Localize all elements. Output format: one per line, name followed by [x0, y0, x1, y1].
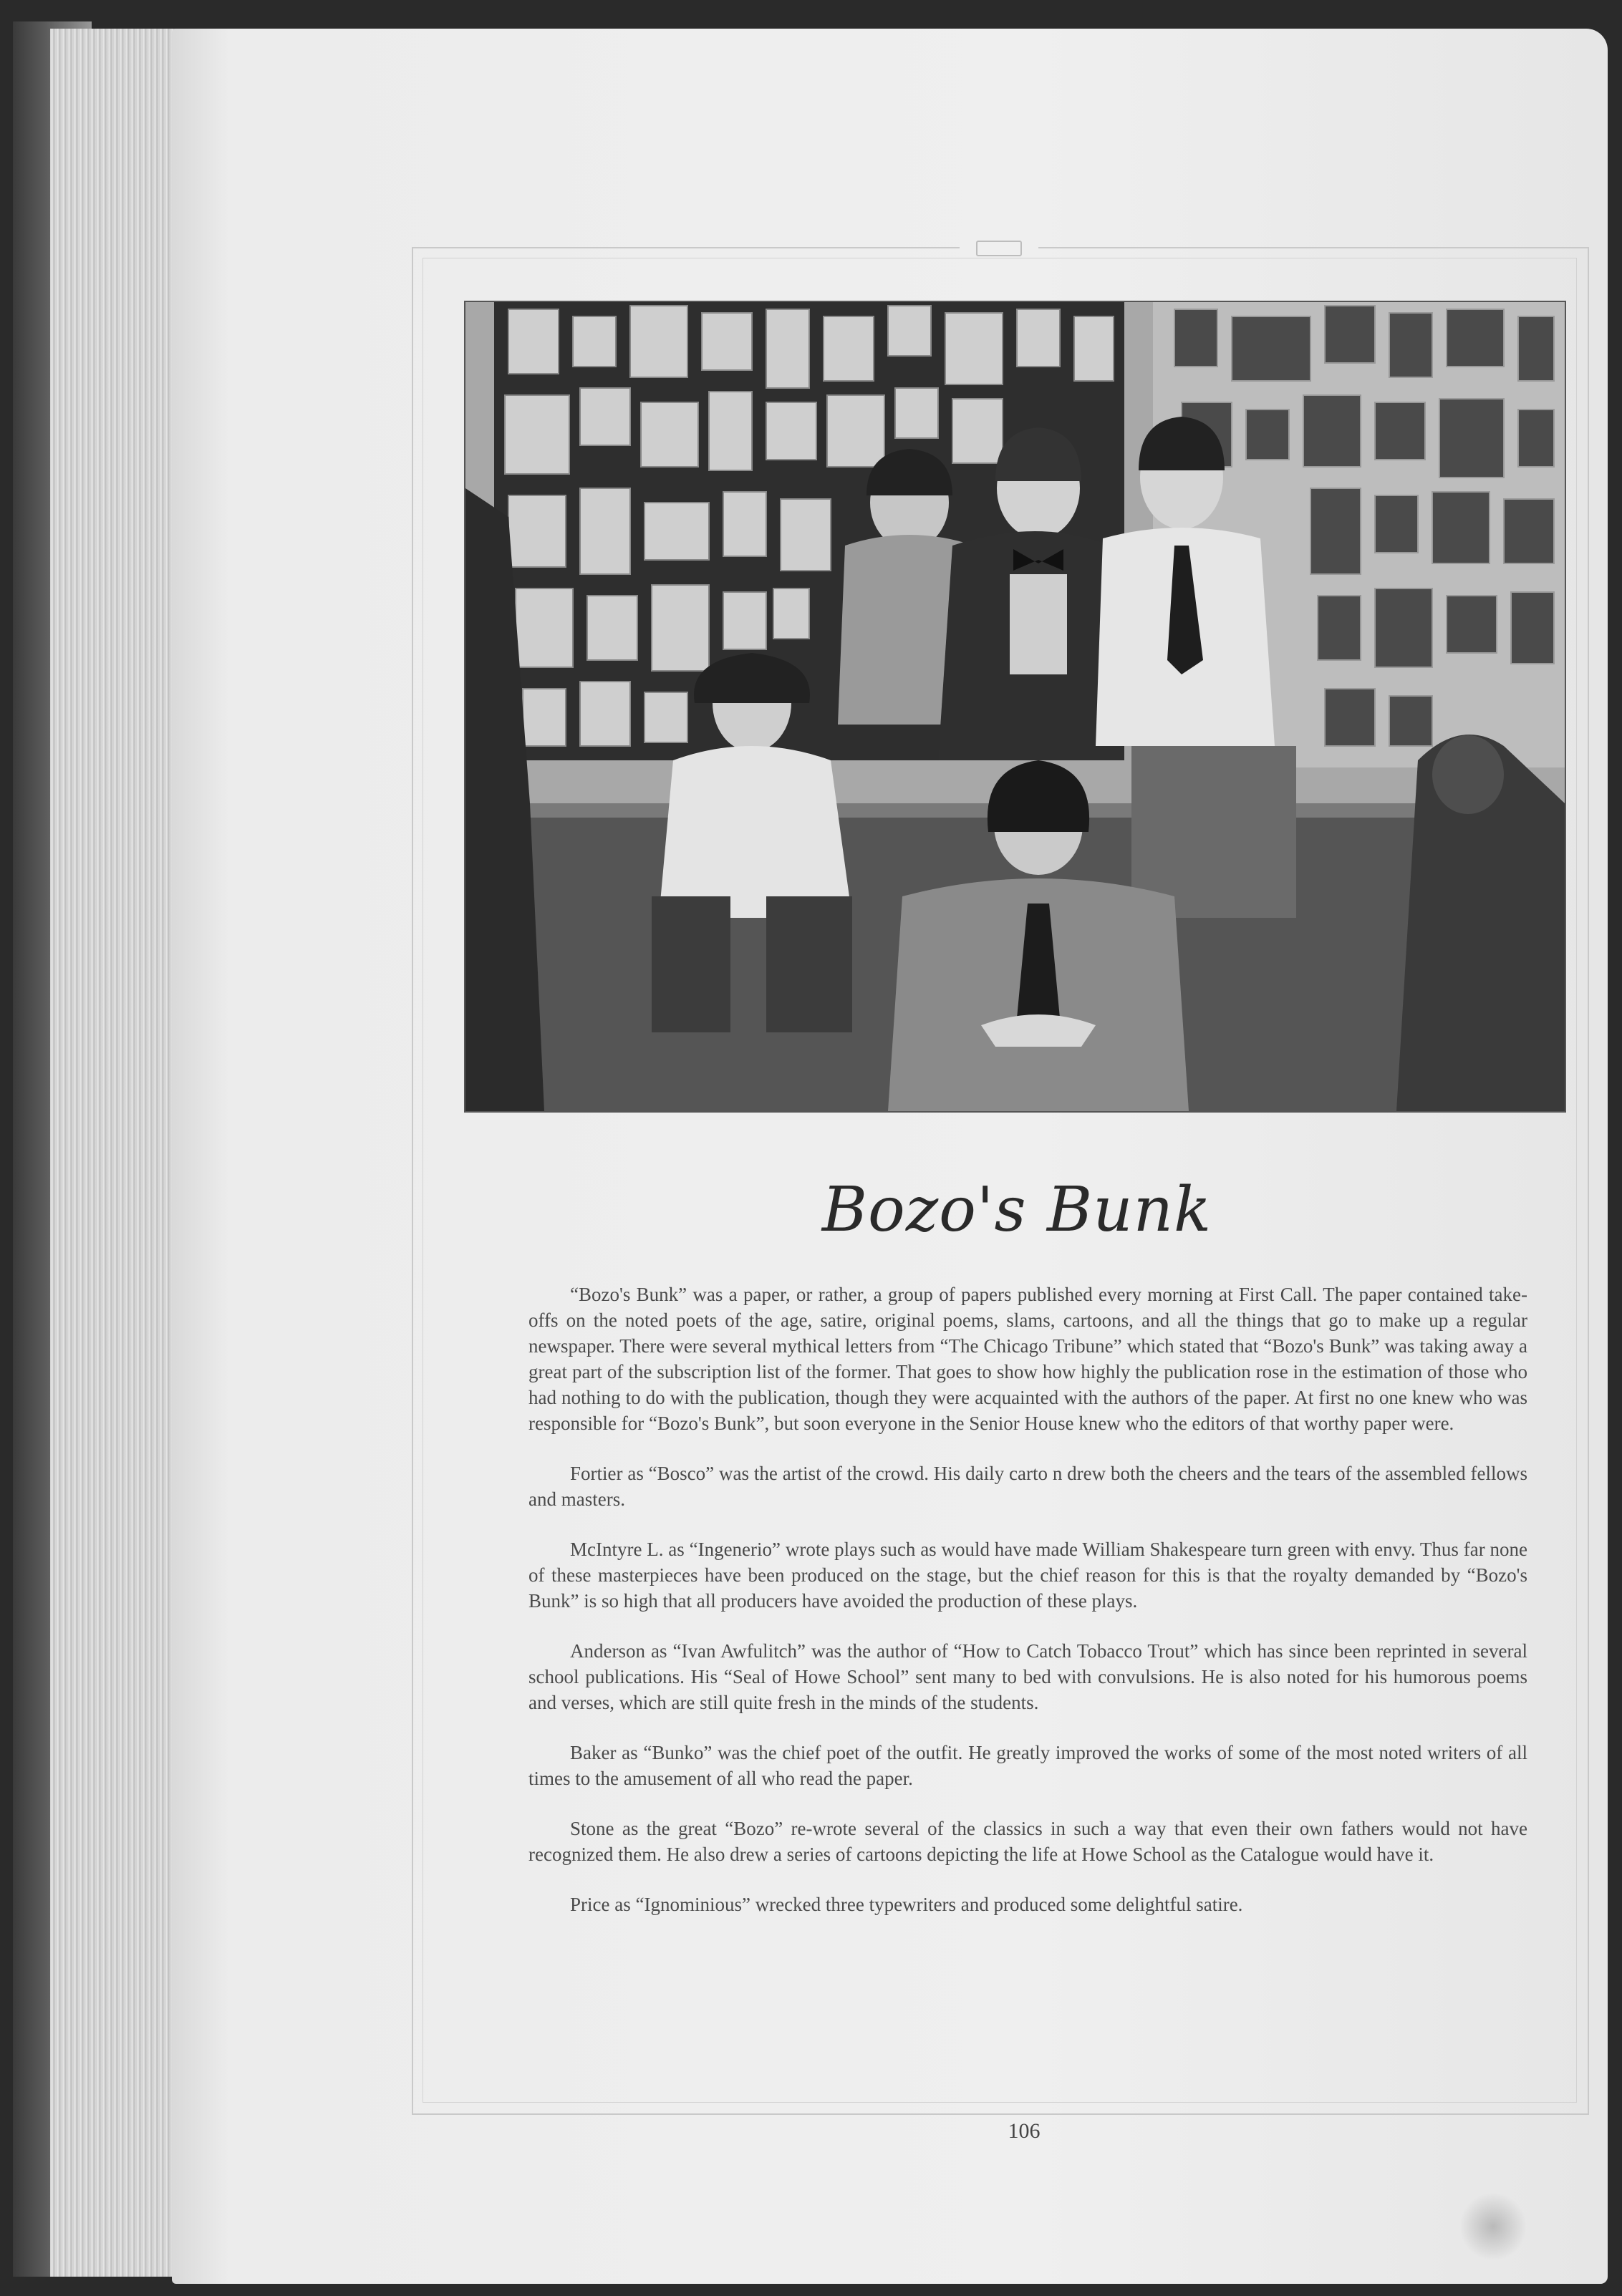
- photograph-image: [465, 302, 1565, 1111]
- paragraph-stone: Stone as the great “Bozo” re-wrote several of the classics in such a way that even their own fathers would not have recognized them. He also drew a series of cartoons depicting the life at Howe School as the Catalogue would have it.: [528, 1818, 1527, 1865]
- page-title: Bozo's Bunk: [821, 1174, 1212, 1246]
- paragraph-anderson: Anderson as “Ivan Awfulitch” was the author of “How to Catch Tobacco Trout” which has since been reprinted in several school publications. His “Seal of Howe School” sent many to bed with convulsions. He is also noted for his humorous poems and verses, which are still quite fresh in the minds of the students.: [528, 1640, 1527, 1713]
- paragraph-price: Price as “Ignominious” wrecked three typewriters and produced some delightful satire.: [570, 1894, 1243, 1915]
- paragraph-intro: “Bozo's Bunk” was a paper, or rather, a group of papers published every morning at First Call. The paper contained take-offs on the noted poets of the age, satire, original poems, slams, cartoons, and all the things that go to make up a regular newspaper. There were several mythical letters from “The Chicago Tribune” which stated that “Bozo's Bunk” was taking away a great part of the subscription list of the former. That goes to show how highly the publication rose in the estimation of those who had nothing to do with the publication, though they were acquainted with the authors of the paper. At first no one knew who was responsible for “Bozo's Bunk”, but soon everyone in the Senior House knew who the editors of that worthy paper were.: [528, 1284, 1527, 1434]
- paragraph-fortier: Fortier as “Bosco” was the artist of the crowd. His daily carto n drew both the cheers and the tears of the assembled fellows and masters.: [528, 1463, 1527, 1510]
- page-number: 106: [1008, 2119, 1041, 2143]
- group-photograph: [464, 301, 1566, 1113]
- border-ornament: [960, 236, 1038, 258]
- paragraph-baker: Baker as “Bunko” was the chief poet of the outfit. He greatly improved the works of some of the most noted writers of all times to the amusement of all who read the paper.: [528, 1742, 1527, 1789]
- article-body: [528, 1282, 1527, 1942]
- paper-stain: [1461, 2191, 1525, 2262]
- paragraph-mcintyre: McIntyre L. as “Ingenerio” wrote plays such as would have made William Shakespeare turn green with envy. Thus far none of these masterpieces have been produced on the stage, but the chief reason for this is that the royalty demanded by “Bozo's Bunk” is so high that all producers have avoided the production of these plays.: [528, 1539, 1527, 1612]
